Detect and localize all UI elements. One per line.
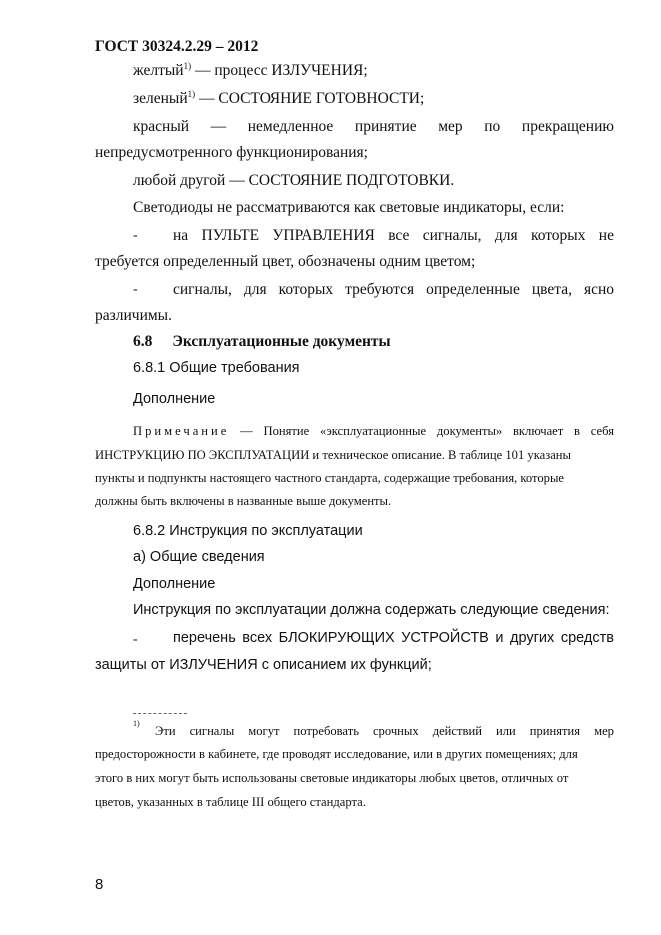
green-line <box>133 90 424 108</box>
word: принятие <box>354 118 417 135</box>
word: или <box>495 724 516 738</box>
bullet-1-cont: требуется определенный цвет, обозначены одним цветом; <box>95 253 476 270</box>
note-label: Примечание <box>133 424 230 438</box>
word: сигналы, <box>422 227 482 244</box>
note-line-4: должны быть включены в названные выше документы. <box>95 494 392 508</box>
word: — <box>210 118 227 135</box>
word: БЛОКИРУЮЩИХ <box>278 630 395 646</box>
word: потребовать <box>293 724 359 738</box>
word: срочных <box>372 724 419 738</box>
green-text: — СОСТОЯНИЕ ГОТОВНОСТИ; <box>195 90 425 107</box>
word: по <box>484 118 501 135</box>
word: принятия <box>529 724 581 738</box>
word: мер <box>438 118 463 135</box>
word: мер <box>594 724 614 738</box>
word: сигналы <box>189 724 235 738</box>
other-line: любой другой — СОСТОЯНИЕ ПОДГОТОВКИ. <box>133 172 455 189</box>
word: ПУЛЬТЕ <box>201 227 260 244</box>
word: «эксплуатационные <box>320 424 427 438</box>
footnote-line-2: предосторожности в кабинете, где проводят исследование, или в других помещениях; для <box>95 747 578 761</box>
red-line <box>133 118 614 136</box>
word: требуются <box>345 281 415 298</box>
subsection-6-8-2: 6.8.2 Инструкция по эксплуатации <box>133 523 363 539</box>
page-number: 8 <box>95 876 104 893</box>
bullet-3-cont: защиты от ИЗЛУЧЕНИЯ с описанием их функций; <box>95 657 432 673</box>
word: в <box>574 424 580 438</box>
word: ясно <box>583 281 614 298</box>
document-header: ГОСТ 30324.2.29 – 2012 <box>95 38 259 55</box>
footnote-line-3: этого в них могут быть использованы световые индикаторы любых цветов, отличных от <box>95 771 569 785</box>
section-number: 6.8 <box>133 333 153 350</box>
note-line-2: ИНСТРУКЦИЮ ПО ЭКСПЛУАТАЦИИ и техническое описание. В таблице 101 указаны <box>95 448 572 462</box>
bullet-marker: - <box>133 632 138 647</box>
word: УПРАВЛЕНИЯ <box>272 227 375 244</box>
word: Эти <box>155 724 176 738</box>
word: других <box>510 630 555 646</box>
word: красный <box>133 118 190 135</box>
addition-label: Дополнение <box>133 391 216 407</box>
word: себя <box>590 424 614 438</box>
word: средств <box>560 630 614 646</box>
section-title: Эксплуатационные документы <box>172 333 391 350</box>
word: могут <box>248 724 280 738</box>
section-heading <box>133 333 391 351</box>
word: документы» <box>436 424 503 438</box>
bullet-3 <box>173 630 614 646</box>
word: немедленное <box>247 118 334 135</box>
yellow-word: желтый <box>133 62 184 79</box>
yellow-line <box>133 62 368 80</box>
footnote-ref: 1) <box>187 89 196 99</box>
footnote-line-1 <box>155 724 614 739</box>
word: которых <box>530 227 586 244</box>
led-line: Светодиоды не рассматриваются как световые индикаторы, если: <box>133 199 565 216</box>
footnote-ref: 1) <box>183 61 192 71</box>
word: Понятие <box>263 424 310 438</box>
word: УСТРОЙСТВ <box>401 630 489 646</box>
subsection-6-8-1: 6.8.1 Общие требования <box>133 360 300 376</box>
note-dash: — <box>240 424 253 438</box>
red-line-cont: непредусмотренного функционирования; <box>95 144 368 161</box>
footnote-mark: 1) <box>133 719 140 728</box>
footnote-divider <box>133 713 187 714</box>
word: все <box>388 227 410 244</box>
word: для <box>243 281 267 298</box>
yellow-text: — процесс ИЗЛУЧЕНИЯ; <box>191 62 368 79</box>
word: которых <box>278 281 334 298</box>
instruction-line: Инструкция по эксплуатации должна содержать следующие сведения: <box>133 602 610 618</box>
bullet-2-cont: различимы. <box>95 307 172 324</box>
general-info: а) Общие сведения <box>133 549 265 565</box>
green-word: зеленый <box>133 90 188 107</box>
word: прекращению <box>521 118 614 135</box>
footnote-line-4: цветов, указанных в таблице III общего стандарта. <box>95 795 366 809</box>
bullet-marker: - <box>133 282 138 297</box>
word: всех <box>242 630 273 646</box>
word: перечень <box>173 630 236 646</box>
bullet-marker: - <box>133 228 138 243</box>
word: и <box>495 630 504 646</box>
word: сигналы, <box>173 281 232 298</box>
word: цвета, <box>531 281 572 298</box>
word: на <box>173 227 189 244</box>
word: включает <box>512 424 564 438</box>
note-line-1 <box>133 424 614 439</box>
bullet-2 <box>173 281 614 299</box>
word: действий <box>432 724 482 738</box>
word: для <box>494 227 518 244</box>
bullet-1 <box>173 227 614 245</box>
word: определенные <box>426 281 520 298</box>
addition-label-2: Дополнение <box>133 576 216 592</box>
note-line-3: пункты и подпункты настоящего частного стандарта, содержащие требования, которые <box>95 471 565 485</box>
word: не <box>598 227 614 244</box>
